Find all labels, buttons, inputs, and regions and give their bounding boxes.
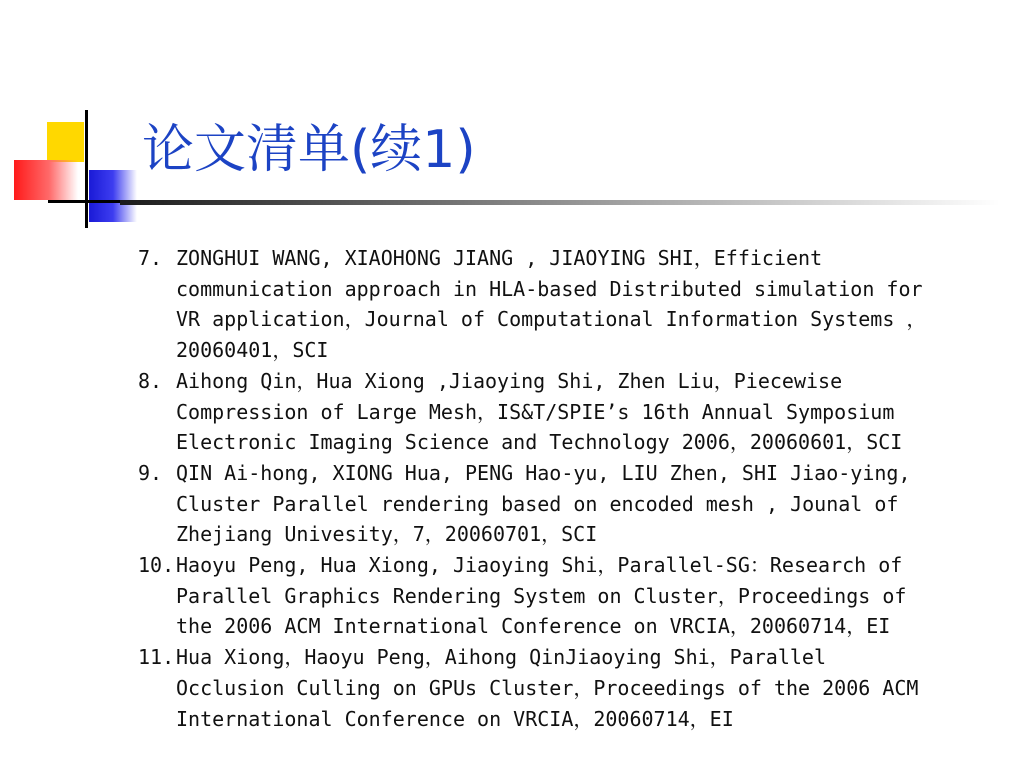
list-item-text: ZONGHUI WANG, XIAOHONG JIANG , JIAOYING SHI，Efficient communication approach in HLA-based Distributed simulation for VR application，Journal of Computational Information Systems ， 20060401，SCI: [176, 246, 927, 363]
list-item-number: 11.: [138, 645, 175, 670]
publication-list: [138, 243, 998, 734]
list-item-number: 8.: [138, 368, 163, 393]
list-item: [138, 550, 998, 642]
list-item-number: 10.: [138, 553, 175, 578]
decoration-yellow-square: [47, 122, 84, 162]
list-item-number: 9.: [138, 460, 163, 485]
decoration-red-bar: [14, 160, 78, 200]
list-item-text: Aihong Qin，Hua Xiong ,Jiaoying Shi, Zhen Liu，Piecewise Compression of Large Mesh，IS&T/SPIE’s 16th Annual Symposium Electronic Imaging Science and Technology 2006，20060601，SCI: [176, 368, 903, 455]
slide-title: 论文清单(续1): [142, 120, 476, 180]
decoration-vertical-line: [85, 110, 88, 228]
list-item: [138, 458, 998, 550]
list-item-number: 7.: [138, 246, 163, 270]
list-item-text: Haoyu Peng, Hua Xiong, Jiaoying Shi，Parallel-SG：Research of Parallel Graphics Rendering System on Cluster，Proceedings of the 2006 ACM International Conference on VRCIA，20060714，EI: [176, 553, 907, 639]
list-item-text: Hua Xiong，Haoyu Peng，Aihong QinJiaoying Shi，Parallel Occlusion Culling on GPUs Cluster，Proceedings of the 2006 ACM International Conference on VRCIA，20060714，EI: [176, 645, 919, 731]
decoration-blue-square: [89, 170, 137, 222]
list-item: [138, 642, 998, 734]
list-item: [138, 243, 998, 366]
list-item: [138, 366, 998, 458]
title-underline-rule: [120, 200, 1000, 205]
decoration-horizontal-line: [48, 200, 120, 203]
list-item-text: QIN Ai-hong, XIONG Hua, PENG Hao-yu, LIU Zhen, SHI Jiao-ying, Cluster Parallel rendering based on encoded mesh , Jounal of Zhejiang Univesity，7，20060701，SCI: [176, 460, 911, 547]
